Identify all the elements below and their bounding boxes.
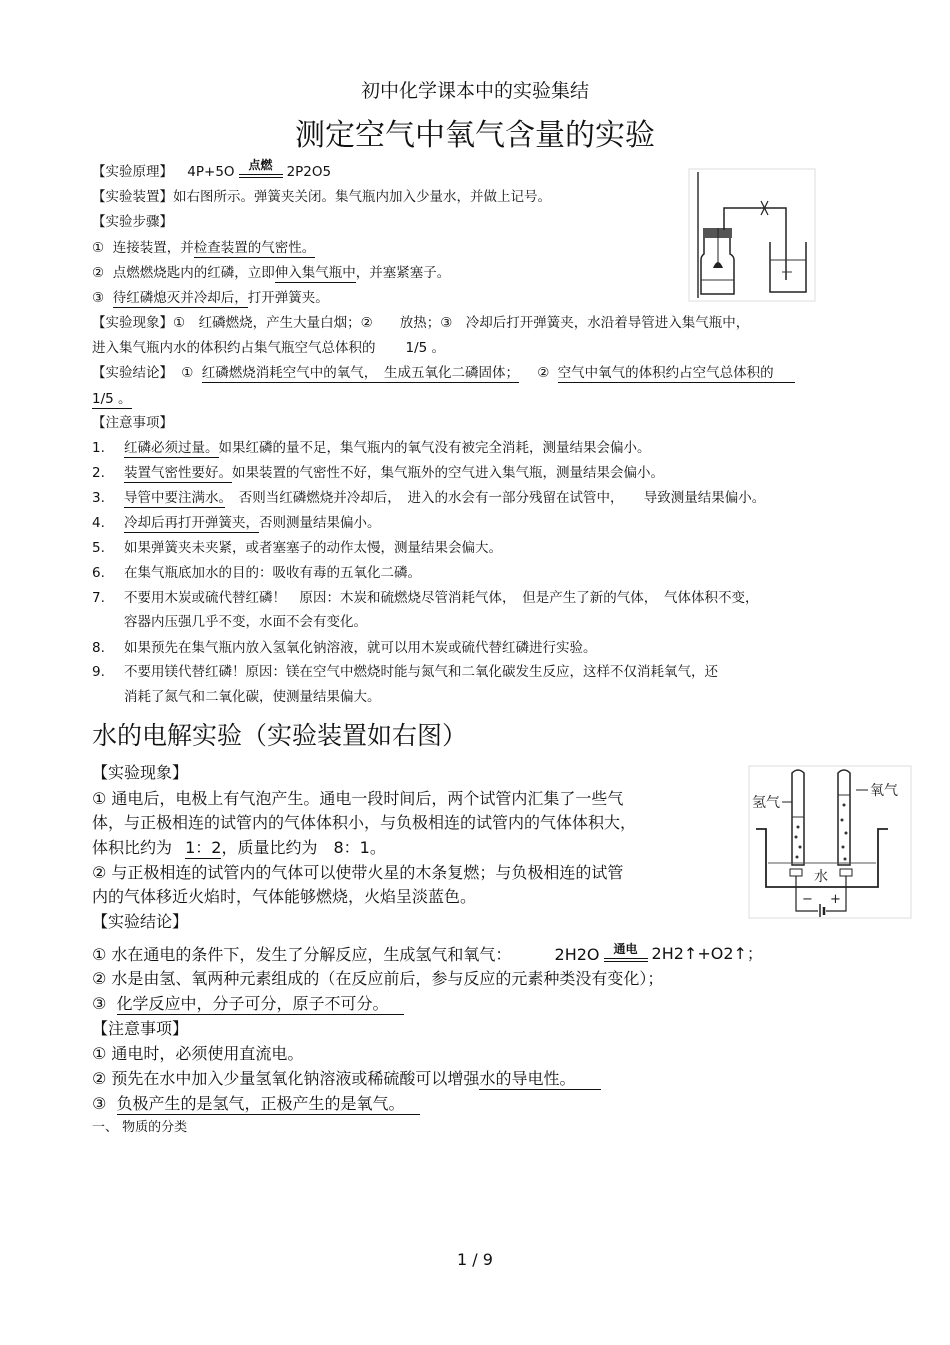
note-item: 6. 在集气瓶底加水的目的：吸收有毒的五氧化二磷。	[92, 565, 421, 581]
note-item: 2. 装置气密性要好。如果装置的气密性不好，集气瓶外的空气进入集气瓶，测量结果会偏小。	[92, 465, 664, 481]
note-2-2: ② 预先在水中加入少量氢氧化钠溶液或稀硫酸可以增强水的导电性。	[92, 1066, 601, 1089]
reaction-condition: 点燃	[239, 162, 283, 180]
negative-terminal: −	[802, 892, 813, 907]
apparatus-line: 【实验装置】如右图所示。弹簧夹关闭。集气瓶内加入少量水，并做上记号。	[92, 189, 551, 205]
note-item: 9. 不要用镁代替红磷！原因：镁在空气中燃烧时能与氮气和二氧化碳发生反应，这样不仅消耗氧气，还	[92, 664, 718, 680]
phenomena-text: ② 与正极相连的试管内的气体可以使带火星的木条复燃；与负极相连的试管	[92, 863, 624, 882]
note-item: 1. 红磷必须过量。如果红磷的量不足，集气瓶内的氧气没有被完全消耗，测量结果会偏小。	[92, 440, 651, 456]
conclusion-2: ② 水是由氢、氧两种元素组成的（在反应前后，参与反应的元素种类没有变化）；	[92, 969, 664, 988]
hydrogen-label: 氢气	[752, 795, 780, 811]
document-title: 初中化学课本中的实验集结	[360, 80, 589, 102]
note-item-continued: 容器内压强几乎不变，水面不会有变化。	[124, 614, 367, 630]
notes-label-2: 【注意事项】	[92, 1019, 189, 1038]
notes-label: 【注意事项】	[92, 415, 173, 431]
conclusion-line-2: 1/5 。	[92, 391, 132, 407]
phenomena-line-1: 【实验现象】① 红磷燃烧，产生大量白烟；② 放热；③ 冷却后打开弹簧夹，水沿着导管进入集气瓶中，	[92, 315, 750, 331]
conclusion-3: ③ 化学反应中，分子可分，原子不可分。	[92, 991, 404, 1014]
electrolysis-apparatus-diagram	[748, 765, 912, 919]
note-item: 5. 如果弹簧夹未夹紧，或者塞塞子的动作太慢，测量结果会偏大。	[92, 540, 502, 556]
note-item: 8. 如果预先在集气瓶内放入氢氧化钠溶液，就可以用木炭或硫代替红磷进行实验。	[92, 640, 597, 656]
step-2: ② 点燃燃烧匙内的红磷，立即伸入集气瓶中，并塞紧塞子。	[92, 265, 451, 281]
equation-reactants: 4P+5O	[187, 164, 235, 180]
phenomena-label-2: 【实验现象】	[92, 763, 189, 782]
conclusion-1: ① 水在通电的条件下，发生了分解反应，生成氢气和氧气： 2H2O 通电 2H2↑+O2↑；	[92, 942, 763, 964]
section-title-electrolysis: 水的电解实验（实验装置如右图）	[92, 721, 468, 750]
conclusion-line: 【实验结论】 ① 红磷燃烧消耗空气中的氧气， 生成五氧化二磷固体； ② 空气中氧气的体积约占空气总体积的	[92, 361, 795, 381]
phenomena-text: 体积比约为 1：2，质量比约为 8：1。	[92, 838, 386, 857]
water-label: 水	[814, 869, 828, 885]
oxygen-label: 氧气	[870, 783, 898, 799]
principle-label: 【实验原理】	[92, 164, 173, 180]
positive-terminal: +	[830, 892, 841, 907]
conclusion-label-2: 【实验结论】	[92, 912, 189, 931]
steps-label: 【实验步骤】	[92, 214, 173, 230]
phenomena-line-2: 进入集气瓶内水的体积约占集气瓶空气总体积的 1/5 。	[92, 340, 446, 356]
oxygen-apparatus-diagram	[688, 168, 816, 302]
phenomena-text: ① 通电后，电极上有气泡产生。通电一段时间后，两个试管内汇集了一些气	[92, 789, 624, 808]
note-item: 4. 冷却后再打开弹簧夹，否则测量结果偏小。	[92, 515, 381, 531]
reaction-condition: 通电	[604, 946, 648, 964]
section-title-oxygen: 测定空气中氧气含量的实验	[295, 118, 655, 153]
principle-line	[92, 160, 331, 180]
next-heading: 一、 物质的分类	[92, 1120, 188, 1135]
step-1: ① 连接装置，并检查装置的气密性。	[92, 240, 316, 256]
note-2-1: ① 通电时，必须使用直流电。	[92, 1044, 304, 1063]
phenomena-text: 内的气体移近火焰时，气体能够燃烧，火焰呈淡蓝色。	[92, 887, 477, 906]
note-item: 7. 不要用木炭或硫代替红磷！ 原因：木炭和硫燃烧尽管消耗气体， 但是产生了新的气体， 气体体积不变，	[92, 590, 759, 606]
note-item: 3. 导管中要注满水。 否则当红磷燃烧并冷却后， 进入的水会有一部分残留在试管中， 导致测量结果偏小。	[92, 490, 766, 506]
page-number: 1 / 9	[457, 1250, 493, 1269]
principle-equation	[187, 158, 332, 180]
electrolysis-equation: 2H2O 通电 2H2↑+O2↑；	[554, 942, 763, 964]
note-2-3: ③ 负极产生的是氢气，正极产生的是氧气。	[92, 1091, 420, 1114]
phenomena-text: 体，与正极相连的试管内的气体体积小，与负极相连的试管内的气体体积大，	[92, 813, 637, 832]
step-3: ③ 待红磷熄灭并冷却后，打开弹簧夹。	[92, 290, 329, 306]
note-item-continued: 消耗了氮气和二氧化碳，使测量结果偏大。	[124, 689, 381, 705]
equation-products: 2P2O5	[286, 164, 332, 180]
